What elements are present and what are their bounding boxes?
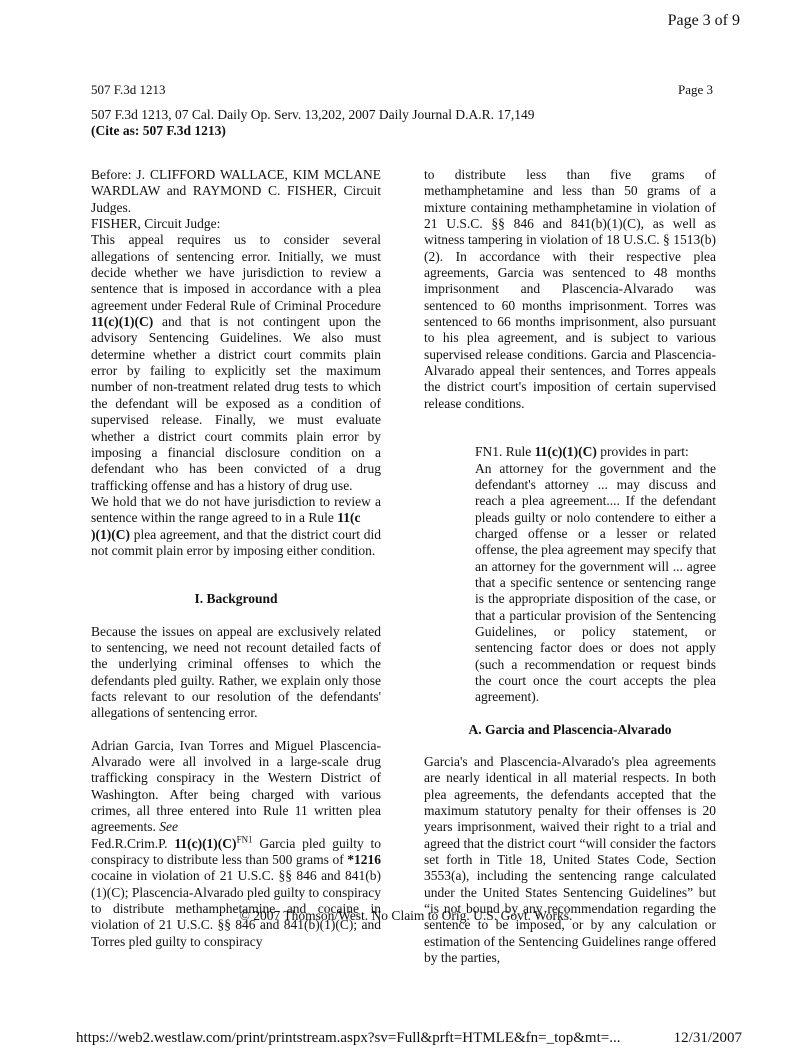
source-url: https://web2.westlaw.com/print/printstream.aspx?sv=Full&prft=HTMLE&fn=_top&mt=... bbox=[76, 1030, 621, 1046]
star-page: *1216 bbox=[347, 852, 381, 868]
facts-paragraph: Adrian Garcia, Ivan Torres and Miguel Plascencia-Alvarado were all involved in a large-scale drug trafficking conspiracy in the Western District of Washington. After being charged with various crimes, all three entered into Rule 11 written plea agreements. See Fed.R.Crim.P. $11(c)(1)(C)^{FN1}$ Garcia pled guilty to conspiracy to distribute less than 500 grams of *1216 cocaine in violation of 21 U.S.C. §§ 846 and 841(b)(1)(C); Plascencia-Alvarado pled guilty to conspiracy to distribute methamphetamine and cocaine in violation of 21 U.S.C. §§ 846 and 841(b)(1)(C); and Torres pled guilty to conspiracy bbox=[91, 737, 381, 949]
background-paragraph: Because the issues on appeal are exclusively related to sentencing, we need not recount detailed facts of the underlying criminal offenses to which the defendants pled guilty. Rather, we explain only those facts relevant to our resolution of the defendants' allegations of sentencing error. bbox=[91, 623, 381, 721]
copyright-notice: © 2007 Thomson/West. No Claim to Orig. U.S. Govt. Works. bbox=[239, 908, 573, 923]
page-count: Page 3 of 9 bbox=[667, 12, 740, 29]
footnote-1 bbox=[475, 444, 716, 706]
footnote-text: An attorney for the government and the defendant's attorney ... may discuss and reach a plea agreement.... If the defendant pleads guilty or nolo contendere to either a charged offense or a lesser or related offense, the plea agreement may specify that an attorney for the government will ... agree that a specific sentence or sentencing range is the appropriate disposition of the case, or that a particular provision of the Sentencing Guidelines, or policy statement, or sentencing factor does or does not apply (such a recommendation or request binds the court once the court accepts the plea agreement). bbox=[475, 460, 716, 705]
section-heading-garcia: A. Garcia and Plascencia-Alvarado bbox=[468, 721, 672, 737]
right-column bbox=[424, 167, 716, 966]
intro-paragraph: This appeal requires us to consider several allegations of sentencing error. Initially, we must decide whether we have jurisdiction to review a sentence that is imposed in accordance with a plea agreement under Federal Rule of Criminal Procedure 11(c)(1)(C) and that is not contingent upon the advisory Sentencing Guidelines. We also must determine whether a district court commits plain error by failing to explicitly set the maximum number of non-treatment related drug tests to which the defendant will be exposed as a condition of supervised release. Finally, we must evaluate whether a district court commits plain error by imposing a financial disclosure condition on a defendant who has been convicted of a drug trafficking offense and has a history of drug use. bbox=[91, 232, 381, 493]
print-date: 12/31/2007 bbox=[673, 1030, 742, 1046]
rule-reference: 11(c)(1)(C) bbox=[91, 314, 154, 330]
panel-judges: Before: J. CLIFFORD WALLACE, KIM MCLANE WARDLAW and RAYMOND C. FISHER, Circuit Judges. bbox=[91, 167, 381, 215]
citation-block bbox=[91, 107, 535, 139]
opinion-author: FISHER, Circuit Judge: bbox=[91, 216, 221, 232]
garcia-paragraph: Garcia's and Plascencia-Alvarado's plea agreements are nearly identical in all material respects. In both plea agreements, the defendants accepted that the maximum statutory penalty for their offenses is 20 years imprisonment, waived their right to a trial and agreed that the district court “will consider the factors set forth in Title 18, United States Code, Section 3553(a), including the sentencing range calculated under the United States Sentencing Guidelines” but “is not bound by any recommendation regarding the sentence to be imposed, or by any calculation or estimation of the Sentencing Guidelines range offered by the parties, bbox=[424, 754, 716, 966]
footnote-marker[interactable]: FN1 bbox=[236, 834, 253, 845]
holding-paragraph: We hold that we do not have jurisdiction to review a sentence within the range agreed to in a Rule 11(c )(1)(C) plea agreement, and that the district court did not commit plain error by imposing either condition. bbox=[91, 493, 381, 558]
section-heading-background: I. Background bbox=[194, 591, 278, 607]
reporter-citation: 507 F.3d 1213 bbox=[91, 82, 166, 97]
parallel-citation: 507 F.3d 1213, 07 Cal. Daily Op. Serv. 13,202, 2007 Daily Journal D.A.R. 17,149 bbox=[91, 107, 535, 122]
page-number: Page 3 bbox=[677, 82, 713, 97]
left-column bbox=[91, 167, 381, 950]
continued-paragraph: to distribute less than five grams of methamphetamine and less than 50 grams of a mixture containing methamphetamine in violation of 21 U.S.C. §§ 846 and 841(b)(1)(C), as well as witness tampering in violation of 18 U.S.C. § 1513(b)(2). In accordance with their respective plea agreements, Garcia was sentenced to 48 months imprisonment and Plascencia-Alvarado was sentenced to 60 months imprisonment. Torres was sentenced to 66 months imprisonment, also pursuant to his plea agreement, and is subject to various supervised release conditions. Garcia and Plascencia-Alvarado appeal their sentences, and Torres appeals the district court's imposition of certain supervised release conditions. bbox=[424, 167, 716, 411]
footnote-label: FN1. Rule 11(c)(1)(C) provides in part: bbox=[475, 444, 689, 460]
cite-as: (Cite as: 507 F.3d 1213) bbox=[91, 123, 226, 138]
